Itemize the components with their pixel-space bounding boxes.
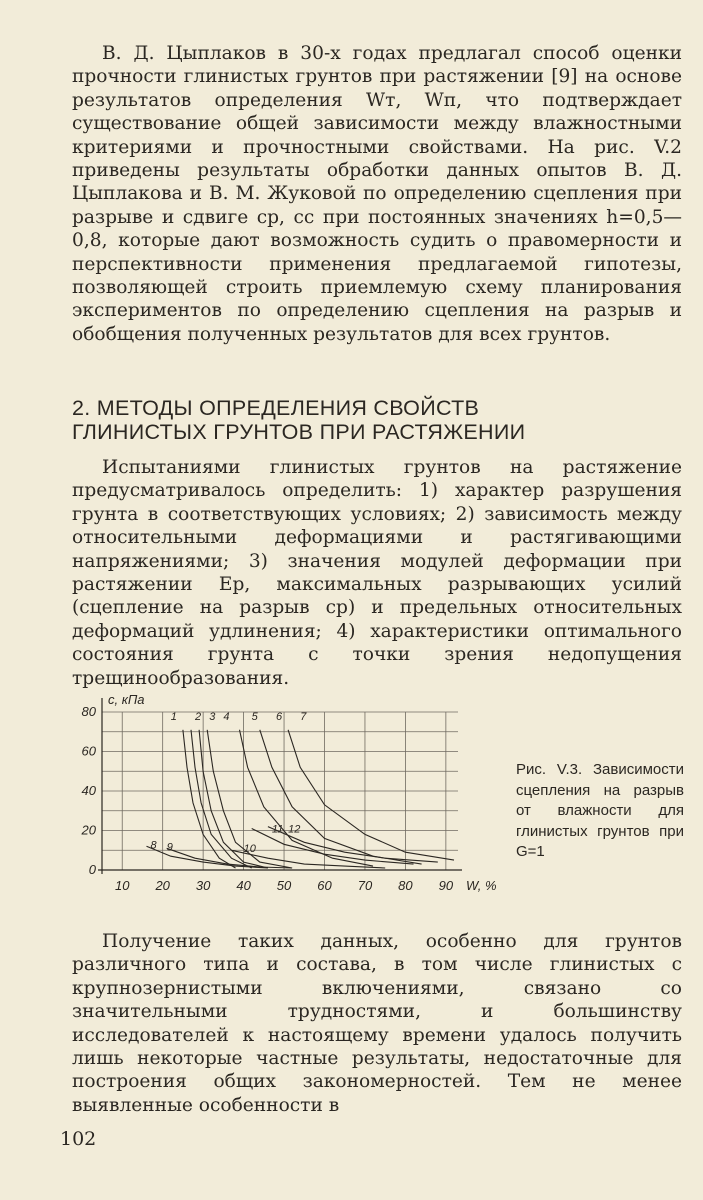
x-tick-label: 30 xyxy=(195,878,211,893)
y-tick-label: 60 xyxy=(81,743,96,759)
curve-series xyxy=(240,730,374,866)
y-tick-label: 0 xyxy=(88,862,96,877)
curve-series xyxy=(288,730,454,860)
section-heading-line-1: 2. МЕТОДЫ ОПРЕДЕЛЕНИЯ СВОЙСТВ xyxy=(72,396,480,420)
x-tick-label: 60 xyxy=(317,878,332,893)
curve-label: 1 xyxy=(170,710,177,723)
curve-series xyxy=(199,730,268,868)
curve-label: 4 xyxy=(223,710,230,723)
x-axis-title: W, % xyxy=(466,878,497,893)
x-tick-label: 20 xyxy=(155,878,170,893)
curve-label: 11 xyxy=(271,823,284,836)
curve-label: 2 xyxy=(195,710,202,723)
section-heading xyxy=(72,396,682,444)
page-number: 102 xyxy=(60,1128,97,1150)
section-heading-line-2: ГЛИНИСТЫХ ГРУНТОВ ПРИ РАСТЯЖЕНИИ xyxy=(72,420,526,444)
curve-label: 3 xyxy=(209,710,216,723)
figure-caption: Рис. V.3. Зависимости сцепления на разрыв от влажности для глинистых грунтов при G=1 xyxy=(516,761,684,861)
x-tick-label: 50 xyxy=(276,878,292,893)
chart-curves xyxy=(147,730,455,868)
curve-label: 12 xyxy=(288,823,301,836)
curve-label: 7 xyxy=(300,710,307,723)
curve-label: 5 xyxy=(251,710,258,723)
x-tick-label: 80 xyxy=(398,878,413,893)
curve-label: 9 xyxy=(166,841,173,854)
chart-figure xyxy=(70,692,497,902)
y-axis-title: c, кПа xyxy=(108,692,145,707)
x-tick-label: 10 xyxy=(114,878,130,893)
curve-label: 8 xyxy=(150,839,157,852)
y-tick-label: 80 xyxy=(81,704,96,719)
x-tick-label: 40 xyxy=(236,878,251,893)
curve-label: 6 xyxy=(275,710,283,723)
paragraph-methods: Испытаниями глинистых грунтов на растяжение предусматривалось определить: 1) характер разрушения грунта в соответствующих условиях; 2) зависимость между относительными деформациями и растягивающими напряжениями; 3) значения модулей деформации при растяжении Eр, максимальных разрывающих усилий (сцепление на разрыв cр) и предельных относительных деформаций удлинения; 4) характеристики оптимального состояния грунта с точки зрения недопущения трещинообразования. xyxy=(72,457,682,689)
curve-label: 10 xyxy=(243,843,256,856)
paragraph-conclusion: Получение таких данных, особенно для грунтов различного типа и состава, в том числе глинистых с крупнозернистыми включениями, связано со значительными трудностями, и большинству исследователей к настоящему времени удалось получить лишь некоторые частные результаты, недостаточные для построения общих закономерностей. Тем не менее выявленные особенности в xyxy=(72,931,682,1116)
paragraph-intro: В. Д. Цыплаков в 30-х годах предлагал способ оценки прочности глинистых грунтов при растяжении [9] на основе результатов определения Wт, Wп, что подтверждает существование общей зависимости между влажностными критериями и прочностными свойствами. На рис. V.2 приведены результаты обработки данных опытов В. Д. Цыплакова и В. М. Жуковой по определению сцепления при разрыве и сдвиге cр, cс при постоянных значениях h=0,5—0,8, которые дают возможность судить о правомерности и перспективности применения предлагаемой гипотезы, позволяющей строить приемлемую схему планирования экспериментов по определению сцепления на разрыв и обобщения полученных результатов для всех грунтов. xyxy=(72,43,682,345)
y-tick-label: 20 xyxy=(81,822,96,838)
chart-labels xyxy=(81,692,497,893)
y-tick-label: 40 xyxy=(81,783,96,798)
x-tick-label: 70 xyxy=(357,878,373,893)
x-tick-label: 90 xyxy=(438,878,454,893)
